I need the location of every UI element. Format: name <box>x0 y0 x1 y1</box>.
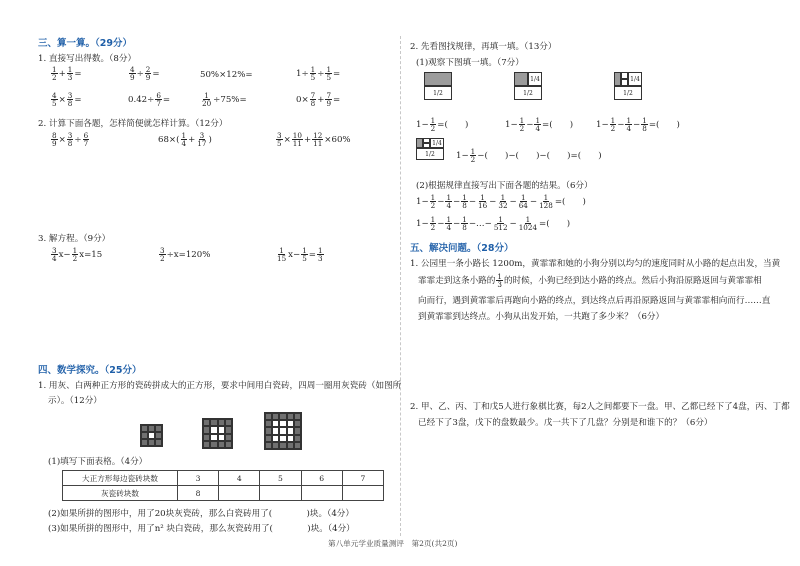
s4-sub-2: (2)如果所拼的图形中，用了20块灰瓷砖，那么白瓷砖用了( )块。（4分） <box>48 509 354 519</box>
fig2-label-half: 1/2 <box>514 86 542 100</box>
fig3-label-quarter: 1/4 <box>628 72 642 86</box>
fig3-eighth <box>621 79 628 86</box>
problem-1-line-4: 到黄霏霏到达终点。小狗从出发开始，一共跑了多少米？（6分） <box>418 312 665 322</box>
tile <box>294 420 301 427</box>
tile <box>218 426 225 433</box>
pattern-row1-c: 1− $\frac{1}{2}$ − $\frac{1}{4}$ − $\frac{1}{8}$ =( ) <box>596 116 680 134</box>
table-cell: 8 <box>178 486 219 501</box>
q3-item-b-tail: ÷x=120% <box>166 250 211 261</box>
tile <box>294 427 301 434</box>
tile-table <box>62 470 384 501</box>
problem-2-line-1: 2. 甲、乙、丙、丁和戊5人进行象棋比赛，每2人之间都要下一盘。甲、乙都已经下了4盘，丙、丁都 <box>410 402 790 412</box>
table-cell: 6 <box>301 471 342 486</box>
table-cell: 4 <box>219 471 260 486</box>
s4-sub-1: (1)填写下面表格。（4分） <box>48 457 148 467</box>
q1-item-8-lead: 0× <box>296 95 309 106</box>
tile <box>279 435 286 442</box>
tile <box>287 435 294 442</box>
pattern-row1-a: 1− $\frac{1}{2}$ =( ) <box>416 116 469 134</box>
page-divider <box>400 36 401 536</box>
tile <box>210 434 217 441</box>
q2-item-c-tail: ×60% <box>324 135 351 146</box>
tile <box>279 442 286 449</box>
table-cell: 5 <box>260 471 301 486</box>
table-cell: 3 <box>178 471 219 486</box>
tile <box>148 432 155 439</box>
table-cell: 7 <box>342 471 383 486</box>
q1-item-4-lead: 1÷ <box>296 69 309 80</box>
q2-item-b-lead: 68×( <box>158 135 180 146</box>
tile <box>218 434 225 441</box>
tile <box>203 434 210 441</box>
tile <box>272 413 279 420</box>
tile <box>294 413 301 420</box>
q1-item-8: 0× $\frac{7}{8}$ + $\frac{7}{9}$ = <box>296 91 341 109</box>
right-question-2-title: 2. 先看图找规律，再填一填。（13分） <box>410 42 557 52</box>
tile <box>265 435 272 442</box>
q1-item-7-tail: ÷75%= <box>213 95 247 106</box>
tile <box>294 442 301 449</box>
tile <box>225 419 232 426</box>
tile <box>265 413 272 420</box>
tile <box>225 434 232 441</box>
question-1-title: 1. 直接写出得数。（8分） <box>38 54 137 64</box>
tile <box>294 435 301 442</box>
tile <box>210 419 217 426</box>
fig2-label-quarter: 1/4 <box>528 72 542 86</box>
pattern-row4: 1− $\frac{1}{2}$ − $\frac{1}{4}$ − $\frac{1}{8}$ −…− $\frac{1}{512}$ − $\frac{1}{1024}$ =( ) <box>416 215 571 233</box>
q1-item-5: $\frac{4}{5}$ × $\frac{3}{8}$ = <box>52 91 82 109</box>
pattern-row4-tail: =( ) <box>539 219 571 230</box>
q1-item-3: 50%×12%= <box>200 70 253 80</box>
fig1-label: 1/2 <box>424 86 452 100</box>
table-cell-empty[interactable] <box>342 486 383 501</box>
s4-question-1-cont: 示）。（12分） <box>48 396 102 406</box>
table-row <box>63 471 384 486</box>
problem-1-line-1: 1. 公园里一条小路长 1200m，黄霏霏和她的小狗分别以均匀的速度同时从小路的起点出发，当黄 <box>410 259 781 269</box>
fig3-eighth <box>621 72 628 79</box>
page-footer: 第八单元学业质量测评 第2页(共2页) <box>328 539 458 548</box>
tile <box>265 427 272 434</box>
q3-item-a: $\frac{3}{4}$ x− $\frac{1}{2}$ x=15 <box>52 246 103 264</box>
tile <box>225 441 232 448</box>
s4-question-1: 1. 用灰、白两种正方形的瓷砖拼成大的正方形，要求中间用白瓷砖，四周一圈用灰瓷砖（如图所 <box>38 381 402 391</box>
tile <box>225 426 232 433</box>
tile <box>287 420 294 427</box>
fig3-shaded <box>614 72 621 86</box>
q2-item-a: $\frac{8}{9}$ × $\frac{3}{8}$ ÷ $\frac{6}{7}$ <box>52 131 89 149</box>
tile-figure-4x4 <box>202 418 233 449</box>
tile <box>287 427 294 434</box>
problem-1-line-3: 向而行，遇到黄霏霏后再跑向小路的终点，到达终点后再沿原路返回与黄霏霏相向而行……直 <box>418 296 771 306</box>
tile-figure-5x5 <box>264 412 302 450</box>
section-4-title: 四、数学探究。（25分） <box>38 365 142 376</box>
fig3-label-half: 1/2 <box>614 86 642 100</box>
section-3-title: 三、算一算。（29分） <box>38 38 132 49</box>
tile <box>272 427 279 434</box>
fig4-shaded <box>416 138 423 148</box>
tile <box>148 425 155 432</box>
q2-item-b: 68×( $\frac{1}{4}$ + $\frac{3}{17}$ ) <box>158 131 212 149</box>
pattern-row3-tail: =( ) <box>554 197 586 208</box>
tile <box>210 441 217 448</box>
q3-item-a-mid: x− <box>58 250 71 261</box>
problem-1-line-2a: 霏霏走到这条小路的 <box>418 276 496 287</box>
tile <box>155 432 162 439</box>
table-row <box>63 486 384 501</box>
q1-item-7: $\frac{1}{20}$ ÷75%= <box>202 91 247 109</box>
tile <box>203 419 210 426</box>
pattern-row2-tail: −( )−( )−( )=( ) <box>477 151 602 162</box>
tile <box>218 419 225 426</box>
pattern-row1-b: 1− $\frac{1}{2}$ − $\frac{1}{4}$ =( ) <box>505 116 574 134</box>
table-header: 灰瓷砖块数 <box>63 486 178 501</box>
right-q2-sub-2: (2)根据规律直接写出下面各题的结果。（6分） <box>416 181 593 191</box>
tile <box>265 420 272 427</box>
tile <box>265 442 272 449</box>
question-3-title: 3. 解方程。（9分） <box>38 234 111 244</box>
tile-figure-3x3 <box>140 424 163 447</box>
pattern-row2: 1− $\frac{1}{2}$ −( )−( )−( )=( ) <box>456 147 602 165</box>
fig4-label-half: 1/2 <box>416 148 444 160</box>
q3-item-c-eq: = <box>308 250 316 261</box>
pattern-row1-c-tail: =( ) <box>648 120 680 131</box>
tile <box>203 426 210 433</box>
right-q2-sub-1: (1)观察下图填一填。（7分） <box>416 58 524 68</box>
table-cell-empty[interactable] <box>219 486 260 501</box>
q3-item-c: $\frac{1}{15}$ x− $\frac{1}{5}$ = $\frac{1}{3}$ <box>277 246 323 264</box>
table-cell-empty[interactable] <box>301 486 342 501</box>
table-header: 大正方形每边瓷砖块数 <box>63 471 178 486</box>
q3-item-b: $\frac{3}{2}$ ÷x=120% <box>160 246 211 264</box>
q1-item-6: 0.42÷ $\frac{6}{7}$ = <box>128 91 171 109</box>
problem-1-line-2: 霏霏走到这条小路的 $\frac{1}{3}$ 的时候，小狗已经到达小路的终点。然后小狗沿原路返回与黄霏霏相 <box>418 272 762 290</box>
tile <box>218 441 225 448</box>
tile <box>155 439 162 446</box>
tile <box>272 442 279 449</box>
problem-2-line-2: 已经下了3盘，戊下的盘数最少。戊一共下了几盘？分别是和谁下的？（6分） <box>418 418 713 428</box>
table-cell-empty[interactable] <box>260 486 301 501</box>
tile <box>279 413 286 420</box>
q1-item-4: 1÷ $\frac{1}{5}$ ÷ $\frac{1}{5}$ = <box>296 65 341 83</box>
fig2-shaded <box>514 72 528 86</box>
q3-item-a-tail: x=15 <box>79 250 103 261</box>
q3-item-c-mid: x− <box>288 250 301 261</box>
fig4-label-quarter: 1/4 <box>430 138 444 148</box>
question-2-title: 2. 计算下面各题，怎样简便就怎样计算。（12分） <box>38 119 228 129</box>
tile <box>279 427 286 434</box>
tile <box>272 420 279 427</box>
tile <box>141 439 148 446</box>
tile <box>272 435 279 442</box>
tile <box>203 441 210 448</box>
section-5-title: 五、解决问题。（28分） <box>410 243 514 254</box>
problem-1-line-2b: 的时候，小狗已经到达小路的终点。然后小狗沿原路返回与黄霏霏相 <box>503 276 762 287</box>
tile <box>279 420 286 427</box>
q1-item-1: $\frac{1}{2}$ + $\frac{1}{3}$ = <box>52 65 82 83</box>
tile <box>141 425 148 432</box>
tile <box>287 413 294 420</box>
q1-item-6-lead: 0.42÷ <box>128 95 155 106</box>
fig1-top <box>424 72 452 86</box>
q1-item-2: $\frac{4}{9}$ ÷ $\frac{2}{9}$ = <box>130 65 160 83</box>
tile <box>148 439 155 446</box>
tile <box>141 432 148 439</box>
q2-item-c: $\frac{3}{5}$ × $\frac{10}{11}$ + $\frac{12}{11}$ ×60% <box>277 131 351 149</box>
tile <box>287 442 294 449</box>
tile <box>210 426 217 433</box>
tile <box>155 425 162 432</box>
pattern-row3: 1− $\frac{1}{2}$ − $\frac{1}{4}$ − $\frac{1}{8}$ − $\frac{1}{16}$ − $\frac{1}{32}$ − $\frac{1}{64}$ − $\frac{1}{128}$ =( ) <box>416 193 586 211</box>
s4-sub-3: (3)如果所拼的图形中，用了n² 块白瓷砖，那么灰瓷砖用了( )块。（4分） <box>48 524 355 534</box>
